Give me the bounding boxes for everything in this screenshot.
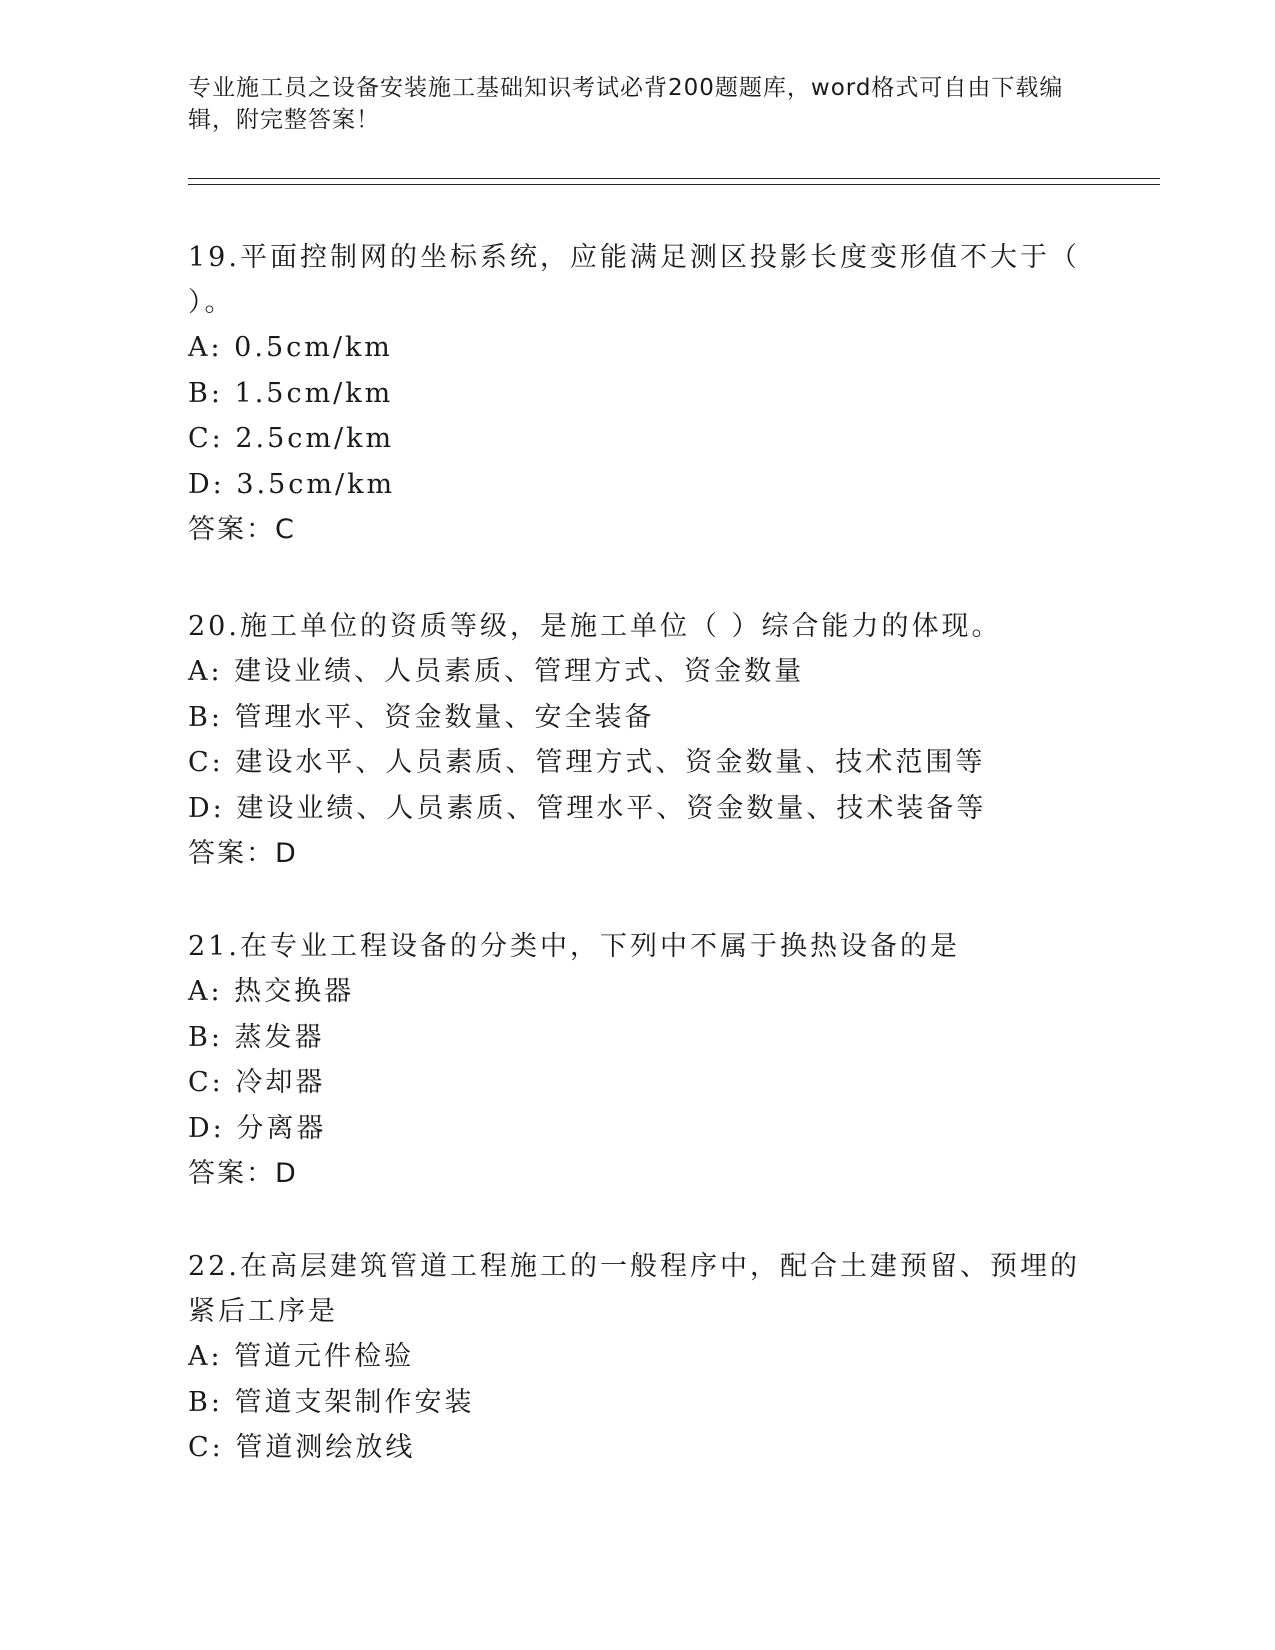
question-stem: 22.在高层建筑管道工程施工的一般程序中，配合土建预留、预埋的紧后工序是	[188, 1251, 1080, 1327]
question-22	[188, 1244, 1088, 1471]
option-a: A: 管道元件检验	[188, 1341, 415, 1372]
option-c: C: 冷却器	[188, 1067, 326, 1098]
question-20	[188, 604, 1088, 877]
option-c: C: 2.5cm/km	[188, 423, 395, 454]
question-stem: 21.在专业工程设备的分类中，下列中不属于换热设备的是	[188, 931, 960, 962]
answer: 答案：C	[188, 514, 296, 545]
option-b: B: 管理水平、资金数量、安全装备	[188, 701, 655, 733]
header-divider-top	[188, 178, 1160, 179]
option-c: C: 建设水平、人员素质、管理方式、资金数量、技术范围等	[188, 747, 986, 778]
option-a: A: 热交换器	[188, 976, 355, 1007]
option-a: A: 0.5cm/km	[188, 332, 393, 363]
question-21	[188, 924, 1088, 1197]
option-d: D: 分离器	[188, 1112, 327, 1144]
document-header: 专业施工员之设备安装施工基础知识考试必背200题题库，word格式可自由下载编辑，附完整答案！	[188, 75, 1064, 133]
option-d: D: 3.5cm/km	[188, 468, 396, 500]
option-d: D: 建设业绩、人员素质、管理水平、资金数量、技术装备等	[188, 792, 987, 824]
header-divider-bottom	[188, 184, 1160, 185]
question-19	[188, 235, 1088, 553]
answer: 答案：D	[188, 838, 298, 869]
option-b: B: 管道支架制作安装	[188, 1386, 475, 1418]
answer: 答案：D	[188, 1158, 298, 1189]
option-b: B: 蒸发器	[188, 1021, 325, 1053]
option-a: A: 建设业绩、人员素质、管理方式、资金数量	[188, 656, 805, 687]
question-stem: 19.平面控制网的坐标系统，应能满足测区投影长度变形值不大于（ ）。	[188, 242, 1080, 318]
option-b: B: 1.5cm/km	[188, 377, 394, 409]
question-stem: 20.施工单位的资质等级，是施工单位（ ）综合能力的体现。	[188, 611, 1002, 642]
option-c: C: 管道测绘放线	[188, 1432, 416, 1463]
